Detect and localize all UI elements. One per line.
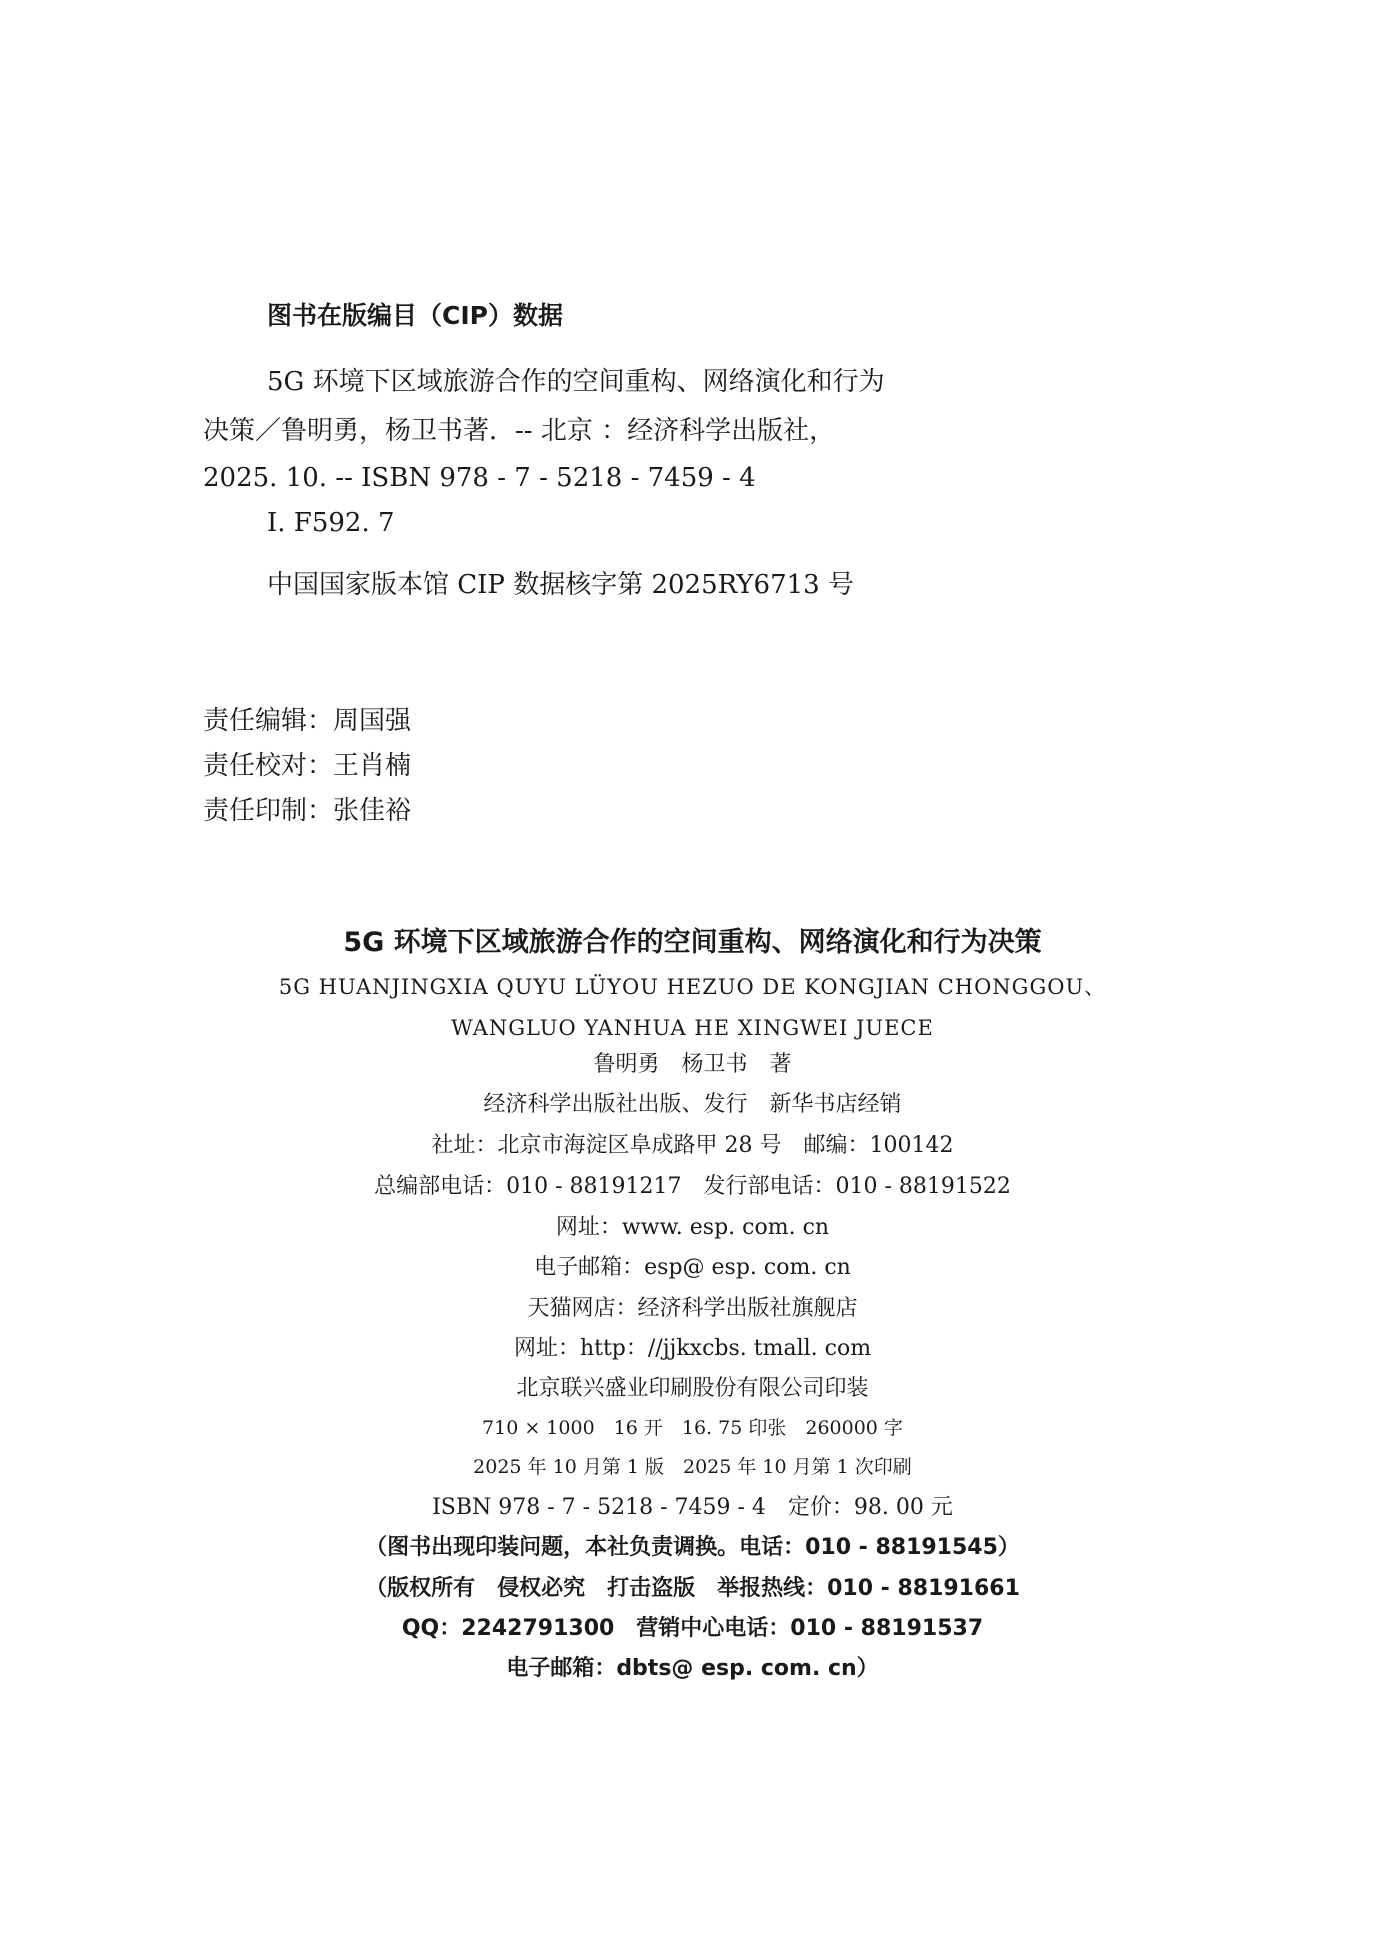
publisher-address: 社址：北京市海淀区阜成路甲 28 号 邮编：100142 bbox=[431, 1133, 954, 1158]
pinyin-title-line-1: 5G HUANJINGXIA QUYU LÜYOU HEZUO DE KONGJIAN CHONGGOU、 bbox=[278, 975, 1107, 999]
publisher-phones: 总编部电话：010 - 88191217 发行部电话：010 - 88191522 bbox=[374, 1174, 1011, 1199]
printer: 北京联兴盛业印刷股份有限公司印装 bbox=[516, 1376, 869, 1401]
responsible-editor: 责任编辑：周国强 bbox=[203, 706, 412, 736]
notice-misprint: （图书出现印装问题，本社负责调换。电话：010 - 88191545） bbox=[365, 1535, 1020, 1560]
cip-record-number: 中国国家版本馆 CIP 数据核字第 2025RY6713 号 bbox=[267, 570, 854, 600]
book-title: 5G 环境下区域旅游合作的空间重构、网络演化和行为决策 bbox=[343, 927, 1042, 958]
pinyin-title-line-2: WANGLUO YANHUA HE XINGWEI JUECE bbox=[451, 1016, 934, 1040]
responsible-proofreader: 责任校对：王肖楠 bbox=[203, 751, 412, 781]
notice-email: 电子邮箱：dbts@ esp. com. cn） bbox=[506, 1656, 879, 1681]
publisher: 经济科学出版社出版、发行 新华书店经销 bbox=[483, 1092, 902, 1117]
notice-qq-marketing: QQ：2242791300 营销中心电话：010 - 88191537 bbox=[401, 1616, 984, 1641]
publisher-website: 网址：www. esp. com. cn bbox=[555, 1215, 830, 1240]
responsible-printing: 责任印制：张佳裕 bbox=[203, 796, 412, 826]
isbn-price: ISBN 978 - 7 - 5218 - 7459 - 4 定价：98. 00 元 bbox=[432, 1495, 953, 1520]
cip-title-line-1: 5G 环境下区域旅游合作的空间重构、网络演化和行为 bbox=[267, 367, 885, 397]
format-specs: 710 × 1000 16 开 16. 75 印张 260000 字 bbox=[482, 1417, 903, 1439]
tmall-url: 网址：http：//jjkxcbs. tmall. com bbox=[513, 1336, 872, 1361]
cip-isbn-line: 2025. 10. -- ISBN 978 - 7 - 5218 - 7459 - 4 bbox=[203, 463, 756, 493]
notice-copyright: （版权所有 侵权必究 打击盗版 举报热线：010 - 88191661 bbox=[365, 1576, 1020, 1601]
tmall-store: 天猫网店：经济科学出版社旗舰店 bbox=[527, 1296, 858, 1321]
authors: 鲁明勇 杨卫书 著 bbox=[593, 1052, 792, 1077]
cip-title-line-2: 决策／鲁明勇，杨卫书著．-- 北京 ：经济科学出版社， bbox=[203, 416, 836, 446]
cip-heading: 图书在版编目（CIP）数据 bbox=[267, 301, 563, 330]
cip-classification: Ⅰ. F592. 7 bbox=[267, 508, 395, 538]
publisher-email: 电子邮箱：esp@ esp. com. cn bbox=[534, 1255, 851, 1280]
edition-info: 2025 年 10 月第 1 版 2025 年 10 月第 1 次印刷 bbox=[473, 1456, 912, 1478]
